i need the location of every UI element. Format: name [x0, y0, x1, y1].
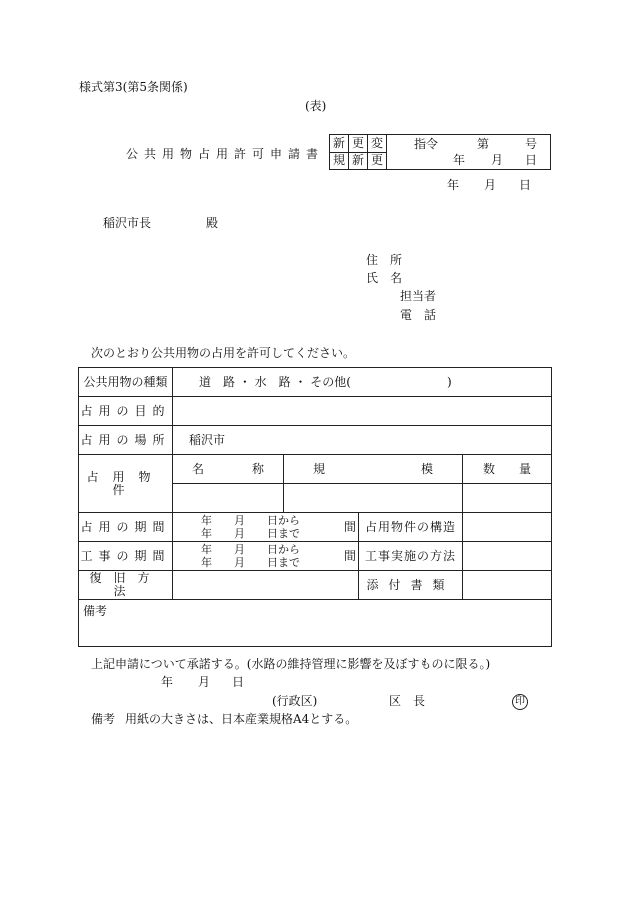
object-label: 占用物件: [79, 455, 173, 513]
seal-mark: [512, 693, 528, 710]
honorific: 殿: [206, 216, 219, 230]
remarks-label: 備考: [83, 604, 108, 618]
place-label: 占用の場所: [79, 426, 173, 455]
type-value: 道 路 ・ 水 路 ・ その他( ): [173, 368, 552, 397]
side-label: (表): [305, 99, 327, 113]
work-to: 年 月 日まで: [201, 556, 300, 569]
application-table: [78, 367, 552, 647]
purpose-value[interactable]: [173, 397, 552, 426]
form-number: 様式第3(第5条関係): [79, 80, 188, 94]
seal-icon: 印: [512, 694, 528, 710]
object-name-value[interactable]: [173, 484, 284, 513]
footnote-label: 備考: [91, 712, 116, 726]
application-day: 日: [519, 178, 532, 192]
stamp-cell: 変: [368, 135, 387, 153]
col-qty-header: 数 量: [463, 455, 552, 484]
approval-day: 日: [232, 675, 245, 689]
order-month: 月: [491, 153, 504, 167]
period-from: 年 月 日から: [201, 514, 300, 527]
contact-label: 担当者: [400, 289, 437, 303]
approval-year: 年: [161, 675, 174, 689]
stamp-cell: 更: [368, 152, 387, 170]
order-year: 年: [453, 153, 466, 167]
work-dates[interactable]: [173, 542, 343, 571]
ward-chief: 区 長: [389, 694, 426, 708]
stamp-box: [329, 134, 551, 170]
restore-value[interactable]: [173, 571, 359, 600]
period-ma: 間: [342, 513, 359, 542]
form-title: 公共用物占用許可申請書: [126, 147, 325, 161]
stamp-cell: 新: [330, 135, 349, 153]
application-month: 月: [484, 178, 497, 192]
order-label: 指令: [414, 137, 439, 151]
ward-label: (行政区): [272, 694, 318, 708]
approval-month: 月: [198, 675, 211, 689]
place-value: 稲沢市: [173, 426, 552, 455]
method-value[interactable]: [463, 542, 552, 571]
phone-label: 電 話: [400, 308, 437, 322]
restore-label: 復旧方法: [79, 571, 173, 600]
order-day: 日: [525, 153, 538, 167]
type-label: 公共用物の種類: [79, 368, 173, 397]
structure-label: 占用物件の構造: [359, 513, 463, 542]
stamp-cell: 更: [349, 135, 368, 153]
work-from: 年 月 日から: [201, 543, 300, 556]
period-label: 占用の期間: [79, 513, 173, 542]
period-to: 年 月 日まで: [201, 527, 300, 540]
name-label: 氏 名: [366, 271, 403, 285]
object-qty-value[interactable]: [463, 484, 552, 513]
work-period-label: 工事の期間: [79, 542, 173, 571]
method-label: 工事実施の方法: [359, 542, 463, 571]
intro-text: 次のとおり公共用物の占用を許可してください。: [91, 346, 356, 360]
attach-value[interactable]: [463, 571, 552, 600]
order-go: 号: [525, 137, 538, 151]
footnote-text: 用紙の大きさは、日本産業規格A4とする。: [125, 712, 358, 726]
col-name-header: 名 称: [173, 455, 284, 484]
approval-text: 上記申請について承諾する。(水路の維持管理に影響を及ぼすものに限る。): [91, 657, 491, 671]
addressee: 稲沢市長: [103, 216, 152, 230]
purpose-label: 占用の目的: [79, 397, 173, 426]
object-scale-value[interactable]: [284, 484, 463, 513]
stamp-cell: 新: [349, 152, 368, 170]
structure-value[interactable]: [463, 513, 552, 542]
col-scale-header: 規 模: [284, 455, 463, 484]
attach-label: 添付書類: [359, 571, 463, 600]
stamp-cell: 規: [330, 152, 349, 170]
application-year: 年: [447, 178, 460, 192]
remarks-cell[interactable]: [79, 600, 552, 647]
order-dai: 第: [477, 137, 490, 151]
address-label: 住 所: [366, 253, 403, 267]
order-number-cell: [387, 135, 551, 170]
period-dates[interactable]: [173, 513, 343, 542]
work-ma: 間: [342, 542, 359, 571]
